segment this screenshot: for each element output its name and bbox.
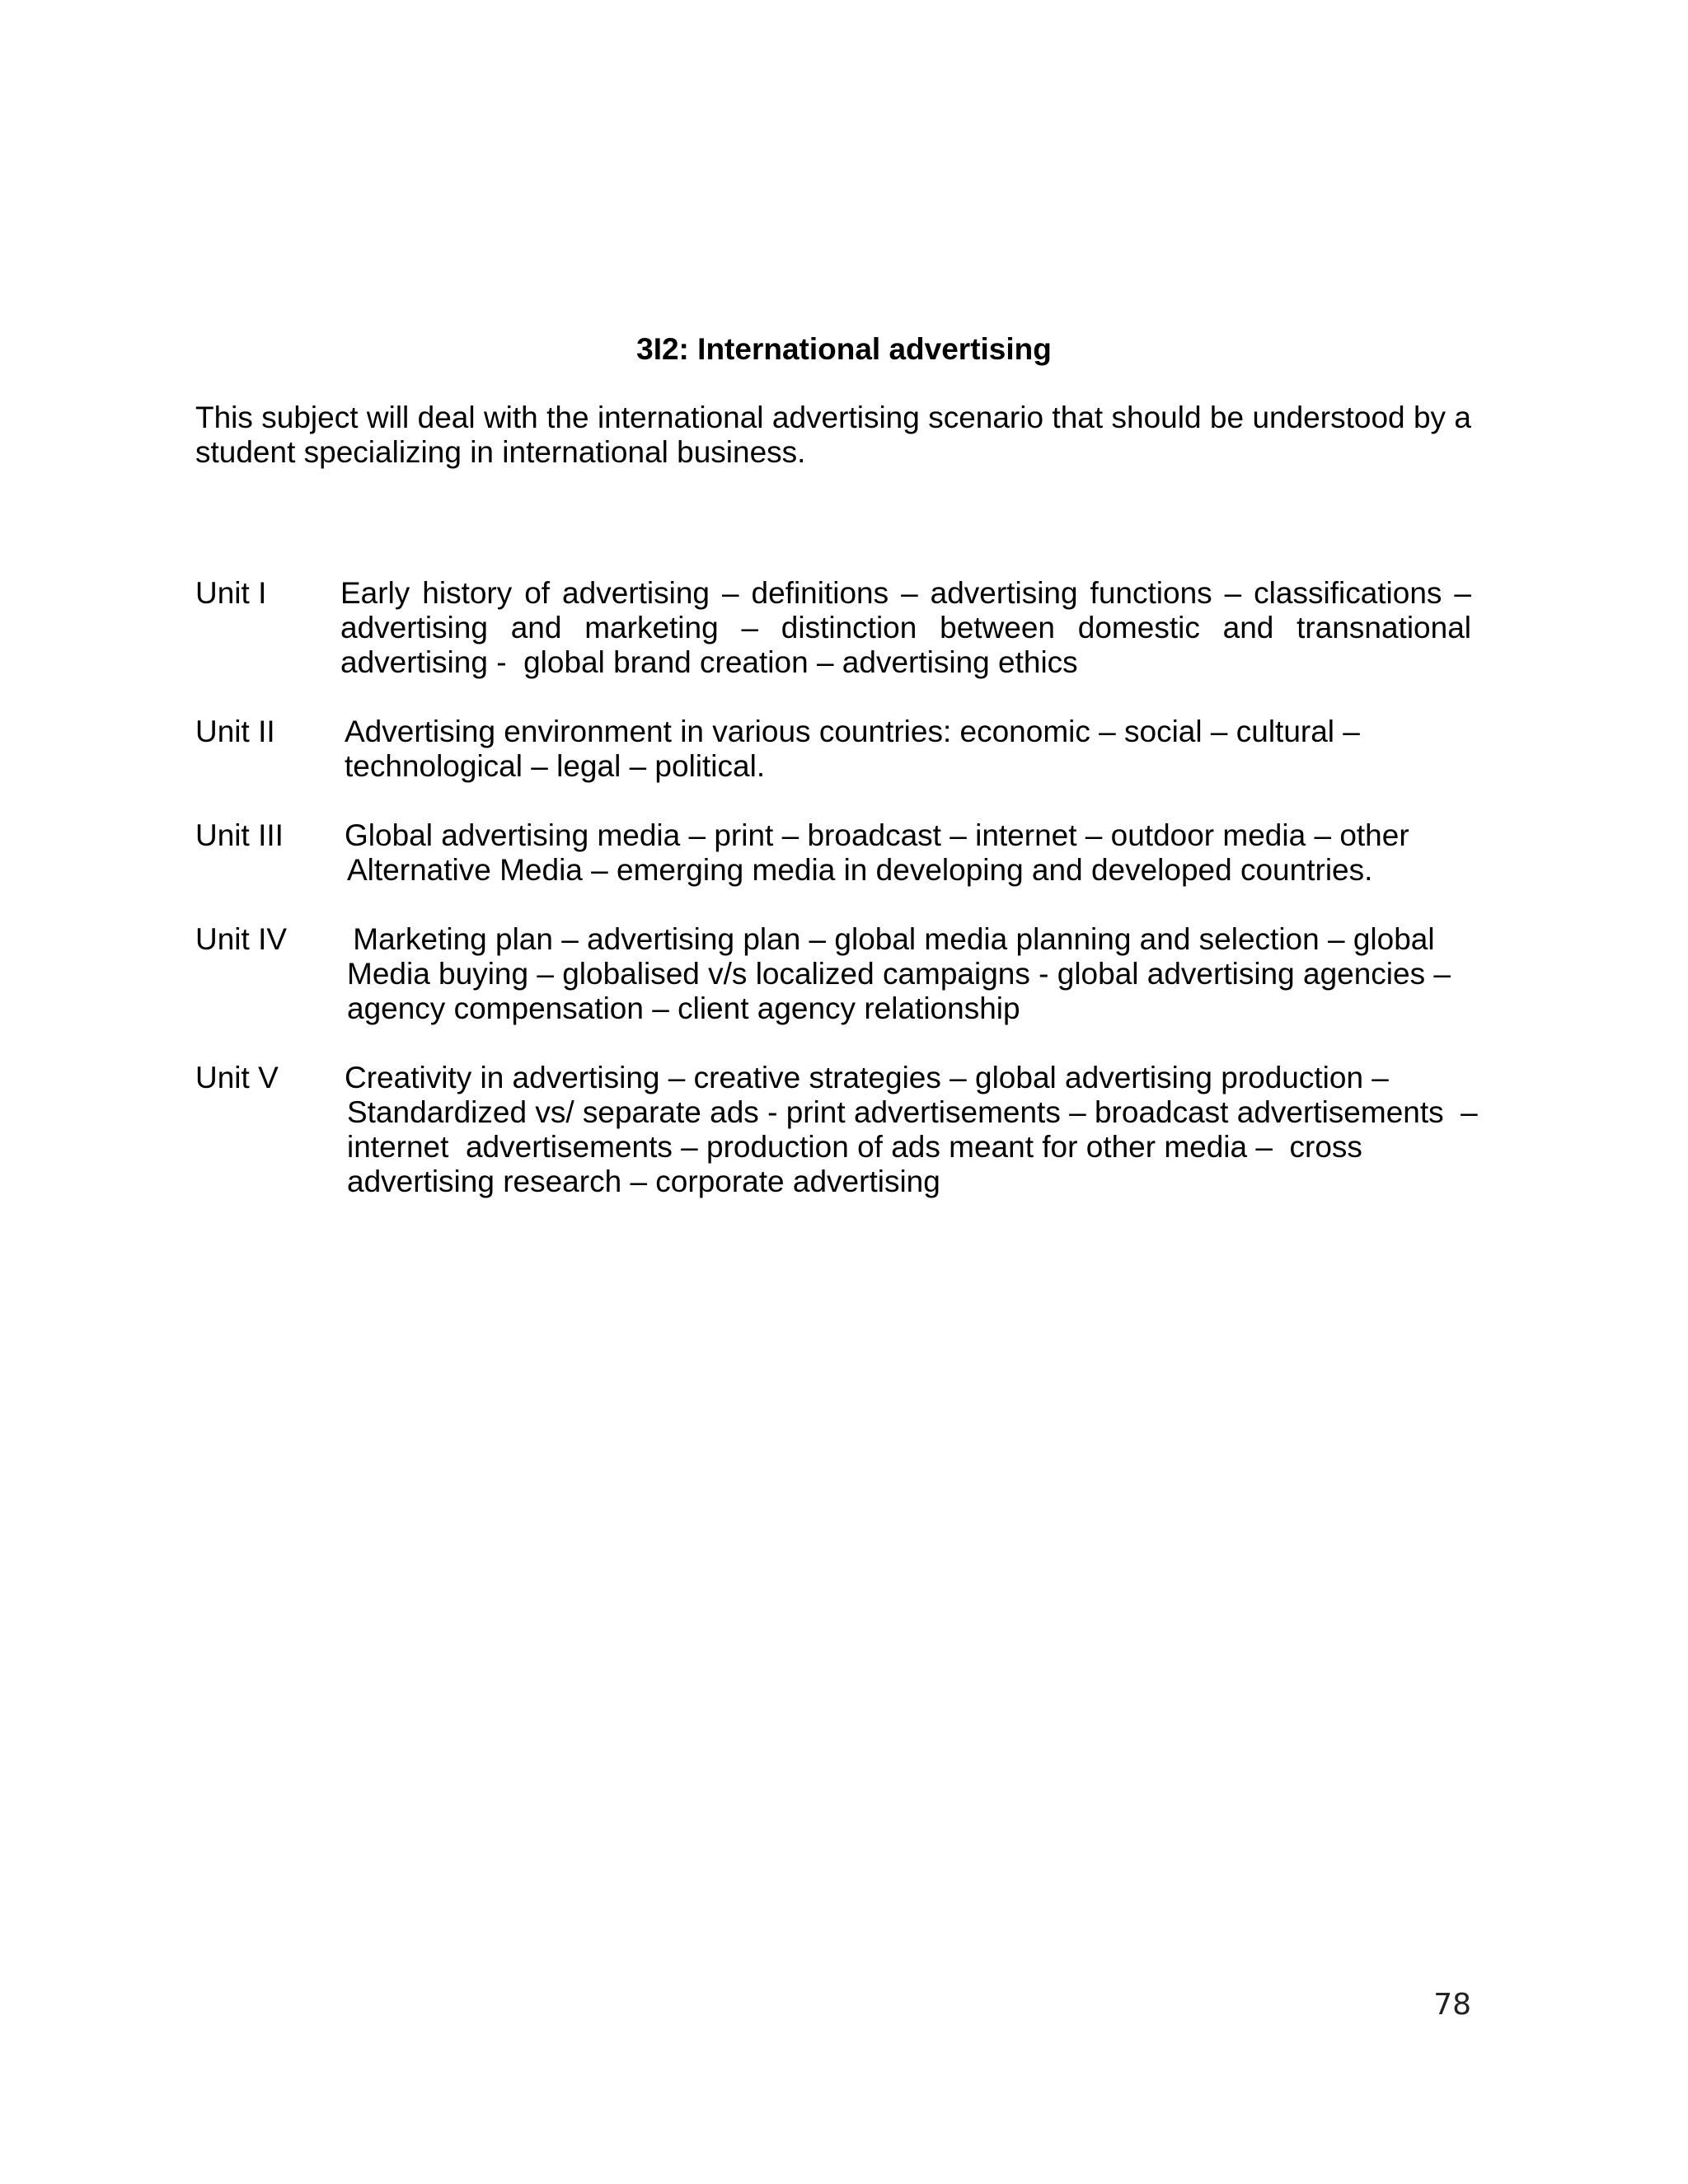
unit-label: Unit III <box>195 818 284 852</box>
page-number: 78 <box>1433 1988 1471 2022</box>
unit-label: Unit II <box>195 715 275 748</box>
unit-line: Standardized vs/ separate ads - print advertisements – broadcast advertisements – <box>347 1095 1478 1129</box>
unit-description <box>345 922 1471 1026</box>
unit-description <box>345 1061 1478 1199</box>
unit-description <box>345 715 1471 784</box>
unit-line: agency compensation – client agency relationship <box>347 991 1020 1025</box>
unit-line: Media buying – globalised v/s localized campaigns - global advertising agencies – <box>347 957 1451 991</box>
unit-line: Creativity in advertising – creative strategies – global advertising production – <box>345 1061 1389 1094</box>
unit-line: Advertising environment in various countries: economic – social – cultural – <box>345 715 1360 748</box>
unit-block <box>195 922 1471 1029</box>
unit-line: advertising research – corporate advertising <box>347 1165 940 1198</box>
intro-paragraph: This subject will deal with the international advertising scenario that should be understood by a student specializing in international business. <box>195 401 1471 469</box>
unit-line: Alternative Media – emerging media in developing and developed countries. <box>347 853 1373 887</box>
unit-line: technological – legal – political. <box>345 749 766 783</box>
unit-description <box>340 576 1471 680</box>
unit-line: internet advertisements – production of ads meant for other media – cross <box>347 1130 1362 1164</box>
unit-label: Unit IV <box>195 922 288 956</box>
unit-label: Unit I <box>195 576 267 610</box>
unit-line: Global advertising media – print – broadcast – internet – outdoor media – other <box>345 818 1409 852</box>
unit-line: advertising - global brand creation – advertising ethics <box>340 645 1078 679</box>
unit-block <box>195 715 1471 789</box>
unit-description <box>345 818 1471 888</box>
unit-block <box>195 576 1471 683</box>
unit-block <box>195 818 1471 893</box>
unit-label: Unit V <box>195 1061 279 1094</box>
unit-block <box>195 1061 1478 1202</box>
document-title: 3I2: International advertising <box>636 332 1052 366</box>
unit-line: advertising and marketing – distinction between domestic and transnational <box>340 611 1471 644</box>
unit-line: Early history of advertising – definitions – advertising functions – classifications – <box>340 576 1471 610</box>
unit-line: Marketing plan – advertising plan – global media planning and selection – global <box>345 922 1435 956</box>
